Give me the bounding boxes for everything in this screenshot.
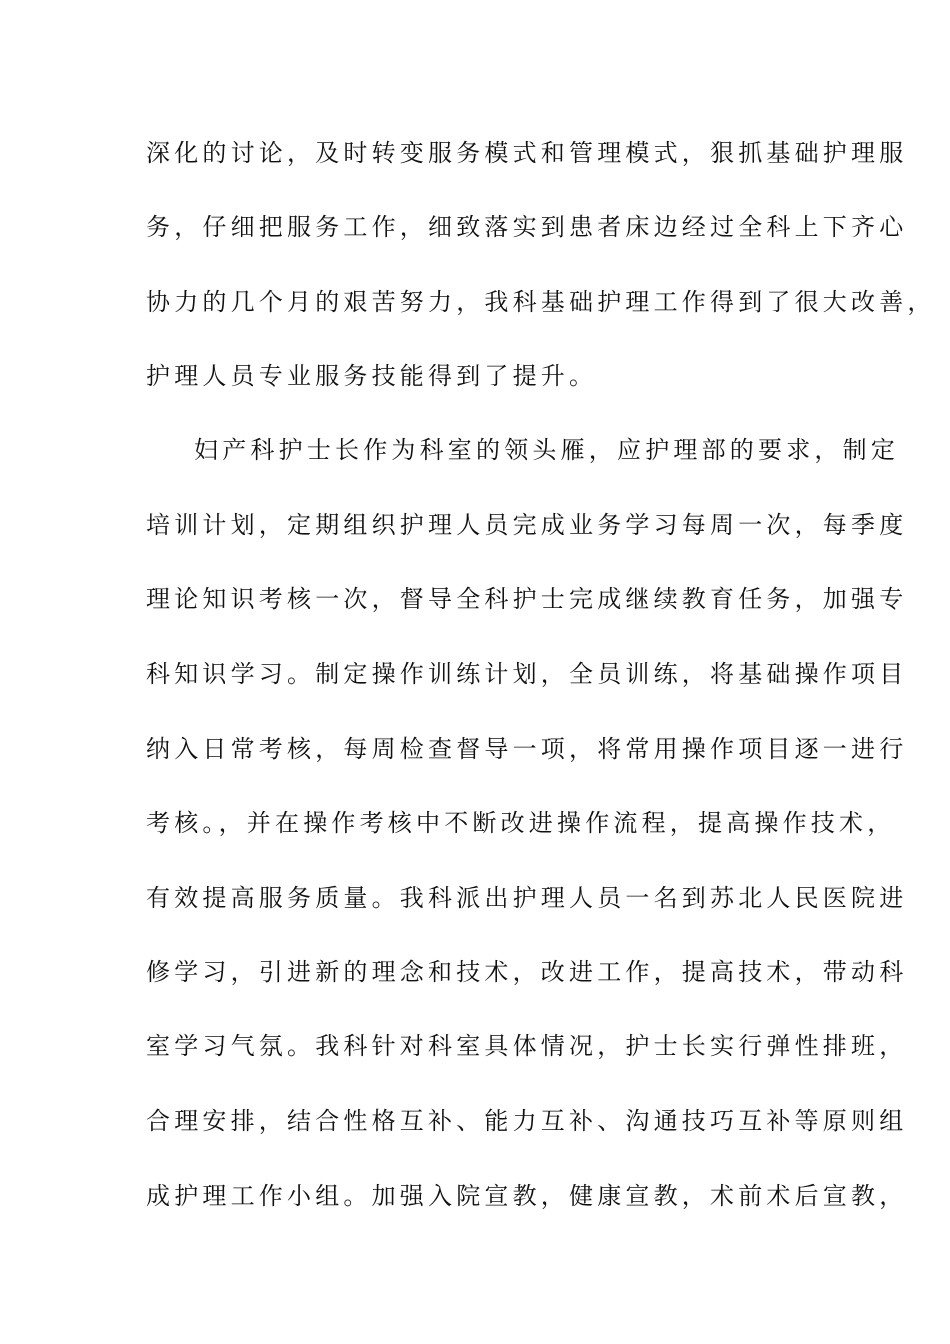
text-line: 有效提高服务质量。我科派出护理人员一名到苏北人民医院进 — [146, 884, 908, 912]
paragraph-first-line: 妇产科护士长作为科室的领头雁，应护理部的要求，制定 — [194, 436, 899, 464]
text-line: 协力的几个月的艰苦努力，我科基础护理工作得到了很大改善， — [146, 288, 936, 316]
text-line: 护理人员专业服务技能得到了提升。 — [146, 362, 598, 390]
text-line: 科知识学习。制定操作训练计划，全员训练，将基础操作项目 — [146, 660, 908, 688]
text-line: 务，仔细把服务工作，细致落实到患者床边经过全科上下齐心 — [146, 213, 908, 241]
text-line: 理论知识考核一次，督导全科护士完成继续教育任务，加强专 — [146, 585, 908, 613]
text-line: 考核。，并在操作考核中不断改进操作流程，提高操作技术， — [146, 809, 896, 837]
text-line: 室学习气氛。我科针对科室具体情况，护士长实行弹性排班， — [146, 1032, 908, 1060]
text-line: 培训计划，定期组织护理人员完成业务学习每周一次，每季度 — [146, 511, 908, 539]
text-line: 成护理工作小组。加强入院宣教，健康宣教，术前术后宣教， — [146, 1182, 908, 1210]
text-line: 纳入日常考核，每周检查督导一项，将常用操作项目逐一进行 — [146, 735, 908, 763]
text-line: 合理安排，结合性格互补、能力互补、沟通技巧互补等原则组 — [146, 1107, 908, 1135]
text-line: 深化的讨论，及时转变服务模式和管理模式，狠抓基础护理服 — [146, 139, 908, 167]
text-line: 修学习，引进新的理念和技术，改进工作，提高技术，带动科 — [146, 958, 908, 986]
